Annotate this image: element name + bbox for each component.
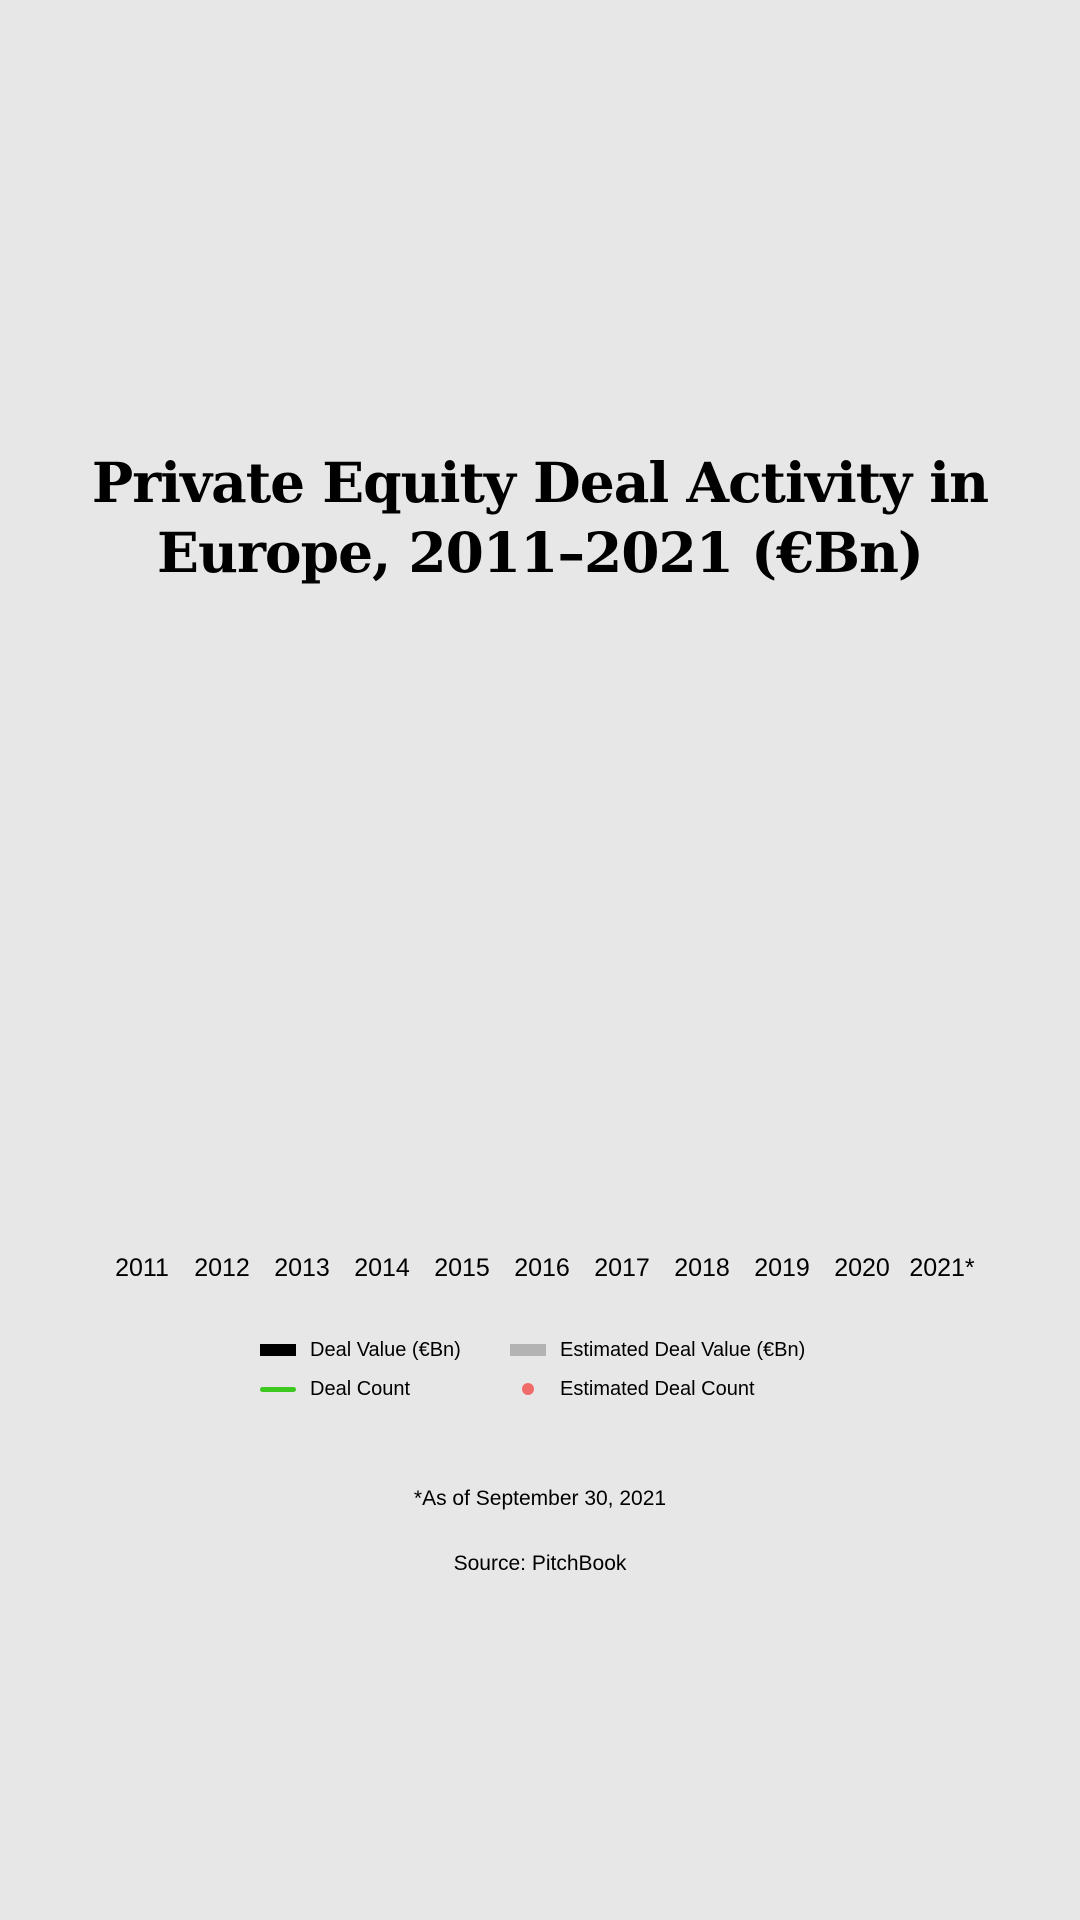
x-tick-label: 2011 bbox=[115, 1254, 169, 1282]
legend-item bbox=[510, 1374, 755, 1404]
x-tick-label: 2013 bbox=[274, 1254, 330, 1282]
x-tick-label: 2015 bbox=[434, 1254, 490, 1282]
legend-swatch bbox=[510, 1344, 546, 1356]
x-tick-label: 2014 bbox=[354, 1254, 410, 1282]
legend-item bbox=[510, 1335, 805, 1365]
footnote: *As of September 30, 2021 bbox=[413, 1487, 667, 1510]
x-tick-label: 2019 bbox=[754, 1254, 810, 1282]
x-axis bbox=[0, 1248, 1080, 1288]
legend-item bbox=[260, 1374, 410, 1404]
x-tick-label: 2016 bbox=[514, 1254, 570, 1282]
source-note: Source: PitchBook bbox=[453, 1552, 627, 1575]
legend-label: Deal Value (€Bn) bbox=[310, 1338, 461, 1361]
legend-swatch bbox=[260, 1387, 296, 1392]
legend-swatch bbox=[260, 1344, 296, 1356]
chart-legend bbox=[260, 1335, 860, 1415]
legend-label: Estimated Deal Value (€Bn) bbox=[560, 1338, 806, 1361]
chart-title: Private Equity Deal Activity in Europe, 2011–2021 (€Bn) bbox=[91, 450, 989, 585]
x-tick-label: 2018 bbox=[674, 1254, 730, 1282]
legend-swatch bbox=[522, 1383, 534, 1395]
x-tick-label: 2021* bbox=[909, 1254, 975, 1282]
legend-label: Estimated Deal Count bbox=[560, 1377, 755, 1400]
x-tick-label: 2012 bbox=[194, 1254, 250, 1282]
legend-item bbox=[260, 1335, 461, 1365]
x-tick-label: 2017 bbox=[594, 1254, 650, 1282]
legend-label: Deal Count bbox=[310, 1377, 411, 1400]
x-tick-label: 2020 bbox=[834, 1254, 890, 1282]
